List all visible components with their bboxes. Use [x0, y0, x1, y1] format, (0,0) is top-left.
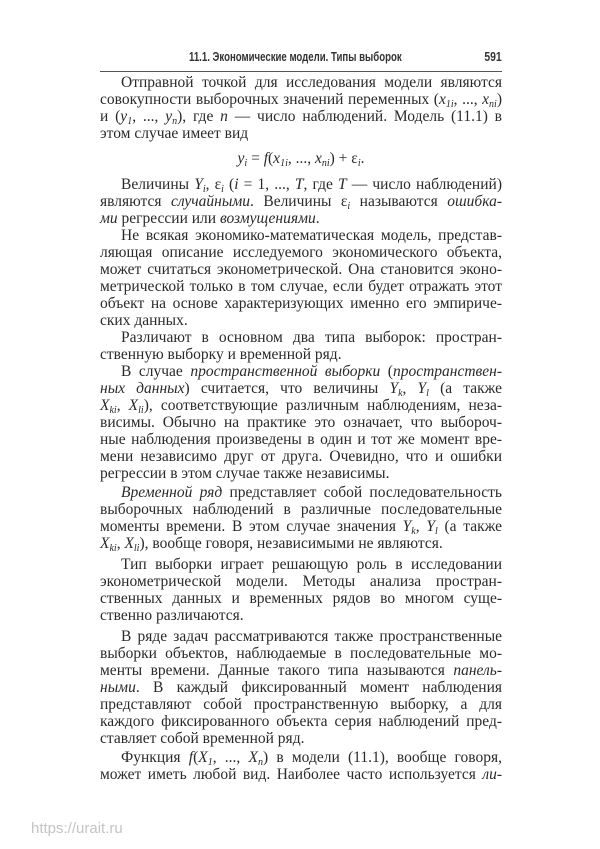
text-run: .	[315, 210, 320, 227]
text-run: регрессии или	[117, 210, 220, 227]
math-variable: X	[248, 749, 258, 766]
text-run: менты времени. Данные такого типа называются	[100, 662, 454, 679]
text-line	[100, 679, 502, 696]
math-variable: Y	[389, 380, 399, 397]
text-line	[100, 431, 502, 448]
text-line	[100, 730, 502, 747]
paragraph	[100, 176, 502, 227]
text-run: выборки объектов, наблюдаемые в последовательные мо-	[100, 645, 502, 662]
text-run: — число наблюдений)	[346, 176, 502, 193]
text-run: ) + ε	[329, 150, 358, 167]
text-line	[100, 74, 502, 91]
math-variable: X	[100, 535, 110, 552]
header-rule	[100, 71, 502, 72]
text-run: ные наблюдения произведены в один и тот же момент вре-	[100, 431, 502, 448]
text-run: (	[268, 150, 274, 167]
text-line	[100, 484, 502, 501]
text-line	[100, 535, 502, 552]
text-line	[100, 766, 502, 783]
math-variable: y	[165, 108, 173, 125]
text-run: — число наблюдений. Модель (11.1) в	[227, 108, 503, 125]
text-run: регрессии в этом случае также независимы.	[100, 465, 390, 482]
subscript: k	[398, 388, 403, 399]
text-line	[100, 227, 502, 244]
text-run: )	[496, 91, 502, 108]
text-run: (	[380, 363, 393, 380]
math-variable: T	[294, 176, 304, 193]
subscript: ni	[321, 158, 330, 169]
text-run: метрической только в том случае, если будет отражать этот	[100, 278, 502, 295]
text-line	[100, 312, 502, 329]
text-line	[100, 448, 502, 465]
text-run: представляет собой последовательность	[222, 484, 502, 501]
subscript: ni	[489, 99, 497, 110]
italic-term: ми	[100, 210, 118, 227]
italic-term: пространственной выборки	[190, 363, 381, 380]
italic-term: пространствен-	[392, 363, 502, 380]
text-run: ственно различаются.	[100, 607, 244, 624]
subscript: i	[244, 158, 248, 169]
math-variable: i	[234, 176, 239, 193]
text-run: выборочных наблюдений в различные последовательные	[100, 501, 502, 518]
subscript: 1	[127, 116, 133, 127]
text-run: , где	[303, 176, 338, 193]
text-run: ), вообще говоря, независимыми не являются.	[139, 535, 443, 552]
math-variable: T	[338, 176, 347, 193]
text-line	[100, 193, 502, 210]
paragraph	[100, 628, 502, 747]
subscript: i	[347, 201, 351, 212]
text-run: =	[247, 150, 264, 167]
text-line	[100, 662, 502, 679]
text-run: (	[193, 749, 199, 766]
text-run: ских данных.	[100, 312, 188, 329]
subscript: i	[221, 184, 224, 195]
text-run: Отправной точкой для исследования модели являются	[121, 74, 502, 91]
text-run: ), где	[177, 108, 221, 125]
text-run: совокупности выборочных значений переменных (	[100, 91, 439, 108]
text-run: ), соответствующие различным наблюдениям, неза-	[143, 397, 502, 414]
paragraph	[100, 227, 502, 329]
text-run: , ε	[205, 176, 222, 193]
text-line	[100, 125, 502, 142]
text-run: ,	[116, 397, 129, 414]
subscript: ki	[109, 405, 117, 416]
text-run: ) считается, что величины	[184, 380, 390, 397]
text-run: ,	[402, 380, 418, 397]
text-run: , ...,	[453, 91, 483, 108]
formula	[100, 150, 502, 167]
subscript: 1i	[280, 158, 288, 169]
text-run: ставляет собой временной ряд.	[100, 730, 305, 747]
subscript: n	[257, 757, 263, 768]
math-variable: x	[438, 91, 446, 108]
text-run: ,	[415, 518, 427, 535]
text-line	[100, 150, 502, 167]
text-run: .	[360, 150, 365, 167]
text-run: представляют собой пространственную выборку, а для	[100, 696, 502, 713]
math-variable: X	[100, 397, 110, 414]
math-variable: x	[273, 150, 281, 167]
subscript: l	[434, 526, 438, 537]
math-variable: Y	[402, 518, 412, 535]
text-line	[100, 295, 502, 312]
text-line	[100, 278, 502, 295]
subscript: li	[133, 543, 140, 554]
text-run: = 1, ...,	[238, 176, 295, 193]
subscript: n	[172, 116, 178, 127]
italic-term: ных данных	[100, 380, 185, 397]
page-number: 591	[484, 49, 502, 64]
text-line	[100, 329, 502, 346]
math-variable: Y	[426, 518, 435, 535]
text-run: ственную выборку и временной ряд.	[100, 346, 342, 363]
text-line	[100, 628, 502, 645]
subscript: 1	[207, 757, 213, 768]
text-run: (	[223, 176, 235, 193]
subscript: 1i	[445, 99, 454, 110]
text-line	[100, 556, 502, 573]
text-line	[100, 380, 502, 397]
text-line	[100, 363, 502, 380]
text-run: называются	[350, 193, 448, 210]
paragraph	[100, 749, 502, 783]
subscript: ki	[109, 543, 117, 554]
running-header-title: 11.1. Экономические модели. Типы выборок	[189, 49, 402, 64]
text-run: Не всякая экономико-математическая модель, представ-	[121, 227, 502, 244]
text-line	[100, 91, 502, 108]
text-line	[100, 244, 502, 261]
text-run: , ...,	[132, 108, 166, 125]
text-run: мени независимо друг от друга. Очевидно, что и ошибки	[100, 448, 502, 465]
paragraph	[100, 556, 502, 624]
text-run: , ...,	[212, 749, 249, 766]
text-line	[100, 590, 502, 607]
text-line	[100, 645, 502, 662]
math-variable: f	[188, 749, 194, 766]
text-run: В ряде задач рассматриваются также пространственные	[121, 628, 502, 645]
text-run: Тип выборки играет решающую роль в исследовании	[121, 556, 502, 573]
math-variable: Y	[417, 380, 427, 397]
text-run: являются	[100, 193, 171, 210]
text-line	[100, 518, 502, 535]
italic-term: случайными	[170, 193, 250, 210]
text-line	[100, 573, 502, 590]
running-header	[100, 49, 502, 65]
italic-term: Временной ряд	[121, 484, 223, 501]
text-run: этом случае имеет вид	[100, 125, 249, 142]
text-run: . В каждый фиксированный момент наблюдения	[135, 679, 502, 696]
text-line	[100, 261, 502, 278]
text-line	[100, 210, 502, 227]
math-variable: X	[124, 535, 134, 552]
text-run: висимы. Обычно на практике это означает, что выбороч-	[100, 414, 502, 431]
text-run: ственных данных и временных рядов во многом суще-	[100, 590, 502, 607]
subscript: k	[411, 526, 416, 537]
text-run: эконометрической модели. Методы анализа простран-	[100, 573, 502, 590]
text-run: может иметь любой вид. Наиболее часто используется	[100, 766, 483, 783]
paragraph	[100, 484, 502, 552]
text-run: и (	[100, 108, 121, 125]
watermark-url: https://urait.ru	[31, 820, 123, 837]
italic-term: ными	[100, 679, 136, 696]
italic-term: ли-	[482, 766, 502, 783]
subscript: i	[357, 158, 361, 169]
math-variable: x	[314, 150, 322, 167]
text-run: каждого фиксированного объекта серия наблюдений пред-	[100, 713, 502, 730]
italic-term: ошибка-	[447, 193, 502, 210]
math-variable: X	[198, 749, 208, 766]
italic-term: возмущениями	[219, 210, 316, 227]
text-run: Величины	[121, 176, 195, 193]
math-variable: y	[237, 150, 245, 167]
paragraph	[100, 363, 502, 482]
text-line	[100, 713, 502, 730]
math-variable: f	[263, 150, 268, 167]
text-run: моменты времени. В этом случае значения	[100, 518, 403, 535]
text-line	[100, 501, 502, 518]
body-text	[100, 74, 502, 783]
subscript: l	[426, 388, 429, 399]
text-run: ,	[116, 535, 125, 552]
text-line	[100, 414, 502, 431]
text-run: Функция	[121, 749, 189, 766]
text-line	[100, 397, 502, 414]
text-run: , ...,	[287, 150, 315, 167]
text-line	[100, 465, 502, 482]
italic-term: панель-	[453, 662, 502, 679]
text-line	[100, 346, 502, 363]
text-run: В случае	[121, 363, 191, 380]
text-line	[100, 607, 502, 624]
text-run: может считаться эконометрической. Она становится эконо-	[100, 261, 502, 278]
text-run: ляющая описание исследуемого экономического объекта,	[100, 244, 502, 261]
subscript: li	[138, 405, 144, 416]
paragraph	[100, 74, 502, 142]
text-line	[100, 176, 502, 193]
text-run: объект на основе характеризующих именно его эмпириче-	[100, 295, 502, 312]
subscript: i	[202, 184, 206, 195]
math-variable: n	[220, 108, 228, 125]
text-run: (а также	[428, 380, 502, 397]
math-variable: Y	[194, 176, 203, 193]
paragraph	[100, 329, 502, 363]
text-line	[100, 749, 502, 766]
text-line	[100, 696, 502, 713]
math-variable: y	[120, 108, 128, 125]
math-variable: X	[128, 397, 139, 414]
text-run: (а также	[437, 518, 502, 535]
text-run: ) в модели (11.1), вообще говоря,	[262, 749, 502, 766]
text-run: . Величины ε	[250, 193, 348, 210]
text-run: Различают в основном два типа выборок: простран-	[121, 329, 502, 346]
math-variable: x	[482, 91, 490, 108]
text-line	[100, 108, 502, 125]
